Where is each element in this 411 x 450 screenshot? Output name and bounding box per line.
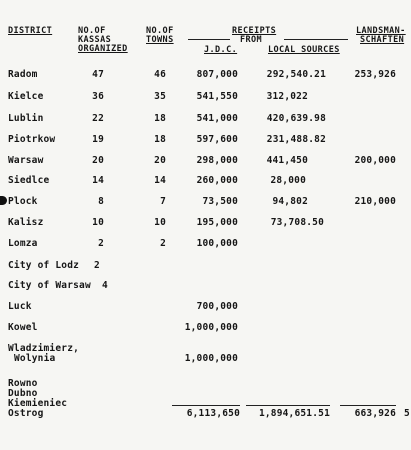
district-plock: Plock bbox=[8, 196, 38, 207]
jdc-warsaw: 298,000 bbox=[196, 155, 238, 166]
towns-radom: 46 bbox=[154, 69, 166, 80]
district-warsaw: Warsaw bbox=[8, 155, 44, 166]
towns-warsaw: 20 bbox=[154, 155, 166, 166]
total-jdc: 6,113,650 bbox=[186, 408, 240, 419]
header-schaften: SCHAFTEN bbox=[360, 35, 405, 45]
towns-plock: 7 bbox=[160, 196, 166, 207]
header-kassas-line2: KASSAS bbox=[78, 35, 112, 45]
kassas-lomza: 2 bbox=[98, 238, 104, 249]
kassas-piotrkow: 19 bbox=[92, 134, 104, 145]
district-ostrog: Ostrog bbox=[8, 408, 44, 419]
kassas-radom: 47 bbox=[92, 69, 104, 80]
header-jdc: J.D.C. bbox=[204, 45, 238, 55]
local-radom: 292,540.21 bbox=[266, 69, 326, 80]
district-kalisz: Kalisz bbox=[8, 217, 44, 228]
total-rule-local bbox=[246, 405, 330, 406]
header-receipts: RECEIPTS bbox=[232, 26, 277, 36]
local-lublin: 420,639.98 bbox=[266, 113, 326, 124]
kassas-warsaw: 20 bbox=[92, 155, 104, 166]
district-luck: Luck bbox=[8, 301, 32, 312]
binder-hole-mark bbox=[0, 196, 7, 205]
header-kassas-line3: ORGANIZED bbox=[78, 44, 128, 54]
district-siedlce: Siedlce bbox=[8, 175, 50, 186]
district-city-of-warsaw: City of Warsaw bbox=[8, 280, 91, 291]
total-cut-digit: 5 bbox=[404, 408, 410, 419]
district-lublin: Lublin bbox=[8, 113, 44, 124]
kassas-city-of-lodz: 2 bbox=[94, 260, 100, 271]
header-towns-line2: TOWNS bbox=[146, 35, 174, 45]
header-district: DISTRICT bbox=[8, 26, 53, 36]
district-kowel: Kowel bbox=[8, 322, 38, 333]
lands-warsaw: 200,000 bbox=[354, 155, 396, 166]
district-radom: Radom bbox=[8, 69, 38, 80]
kassas-plock: 8 bbox=[98, 196, 104, 207]
total-rule-lands bbox=[340, 405, 396, 406]
district-piotrkow: Piotrkow bbox=[8, 134, 56, 145]
jdc-lomza: 100,000 bbox=[196, 238, 238, 249]
local-kalisz: 73,708.50 bbox=[270, 217, 324, 228]
kassas-lublin: 22 bbox=[92, 113, 104, 124]
lands-radom: 253,926 bbox=[354, 69, 396, 80]
jdc-siedlce: 260,000 bbox=[196, 175, 238, 186]
local-plock: 94,802 bbox=[272, 196, 308, 207]
total-lands: 663,926 bbox=[354, 408, 396, 419]
receipts-rule-right bbox=[284, 39, 348, 40]
district-kielce: Kielce bbox=[8, 91, 44, 102]
jdc-luck: 700,000 bbox=[196, 301, 238, 312]
local-kielce: 312,022 bbox=[266, 91, 308, 102]
jdc-lublin: 541,000 bbox=[196, 113, 238, 124]
jdc-piotrkow: 597,600 bbox=[196, 134, 238, 145]
total-local: 1,894,651.51 bbox=[258, 408, 330, 419]
local-warsaw: 441,450 bbox=[266, 155, 308, 166]
kassas-city-of-warsaw: 4 bbox=[102, 280, 108, 291]
header-landsman: LANDSMAN- bbox=[356, 26, 406, 36]
header-kassas-line1: NO.OF bbox=[78, 26, 106, 36]
district-city-of-lodz: City of Lodz bbox=[8, 260, 80, 271]
jdc-radom: 807,000 bbox=[196, 69, 238, 80]
towns-siedlce: 14 bbox=[154, 175, 166, 186]
local-piotrkow: 231,488.82 bbox=[266, 134, 326, 145]
district-lomza: Lomza bbox=[8, 238, 38, 249]
kassas-kalisz: 10 bbox=[92, 217, 104, 228]
header-local-sources: LOCAL SOURCES bbox=[268, 45, 340, 55]
district-rowno: Rowno bbox=[8, 378, 38, 389]
towns-kalisz: 10 bbox=[154, 217, 166, 228]
lands-plock: 210,000 bbox=[354, 196, 396, 207]
jdc-kielce: 541,550 bbox=[196, 91, 238, 102]
towns-piotrkow: 18 bbox=[154, 134, 166, 145]
jdc-plock: 73,500 bbox=[202, 196, 238, 207]
kassas-kielce: 36 bbox=[92, 91, 104, 102]
header-from: FROM bbox=[240, 35, 263, 45]
jdc-wladzimierz: 1,000,000 bbox=[184, 353, 238, 364]
kassas-siedlce: 14 bbox=[92, 175, 104, 186]
total-rule-jdc bbox=[172, 405, 240, 406]
district-kiemieniec: Kiemieniec bbox=[8, 398, 68, 409]
jdc-kowel: 1,000,000 bbox=[184, 322, 238, 333]
receipts-rule-left bbox=[188, 39, 230, 40]
header-towns-line1: NO.OF bbox=[146, 26, 174, 36]
towns-lublin: 18 bbox=[154, 113, 166, 124]
district-wolynia: Wolynia bbox=[14, 353, 56, 364]
jdc-kalisz: 195,000 bbox=[196, 217, 238, 228]
district-wladzimierz: Wladzimierz, bbox=[8, 343, 80, 354]
towns-lomza: 2 bbox=[160, 238, 166, 249]
district-dubno: Dubno bbox=[8, 388, 38, 399]
local-siedlce: 28,000 bbox=[270, 175, 306, 186]
towns-kielce: 35 bbox=[154, 91, 166, 102]
